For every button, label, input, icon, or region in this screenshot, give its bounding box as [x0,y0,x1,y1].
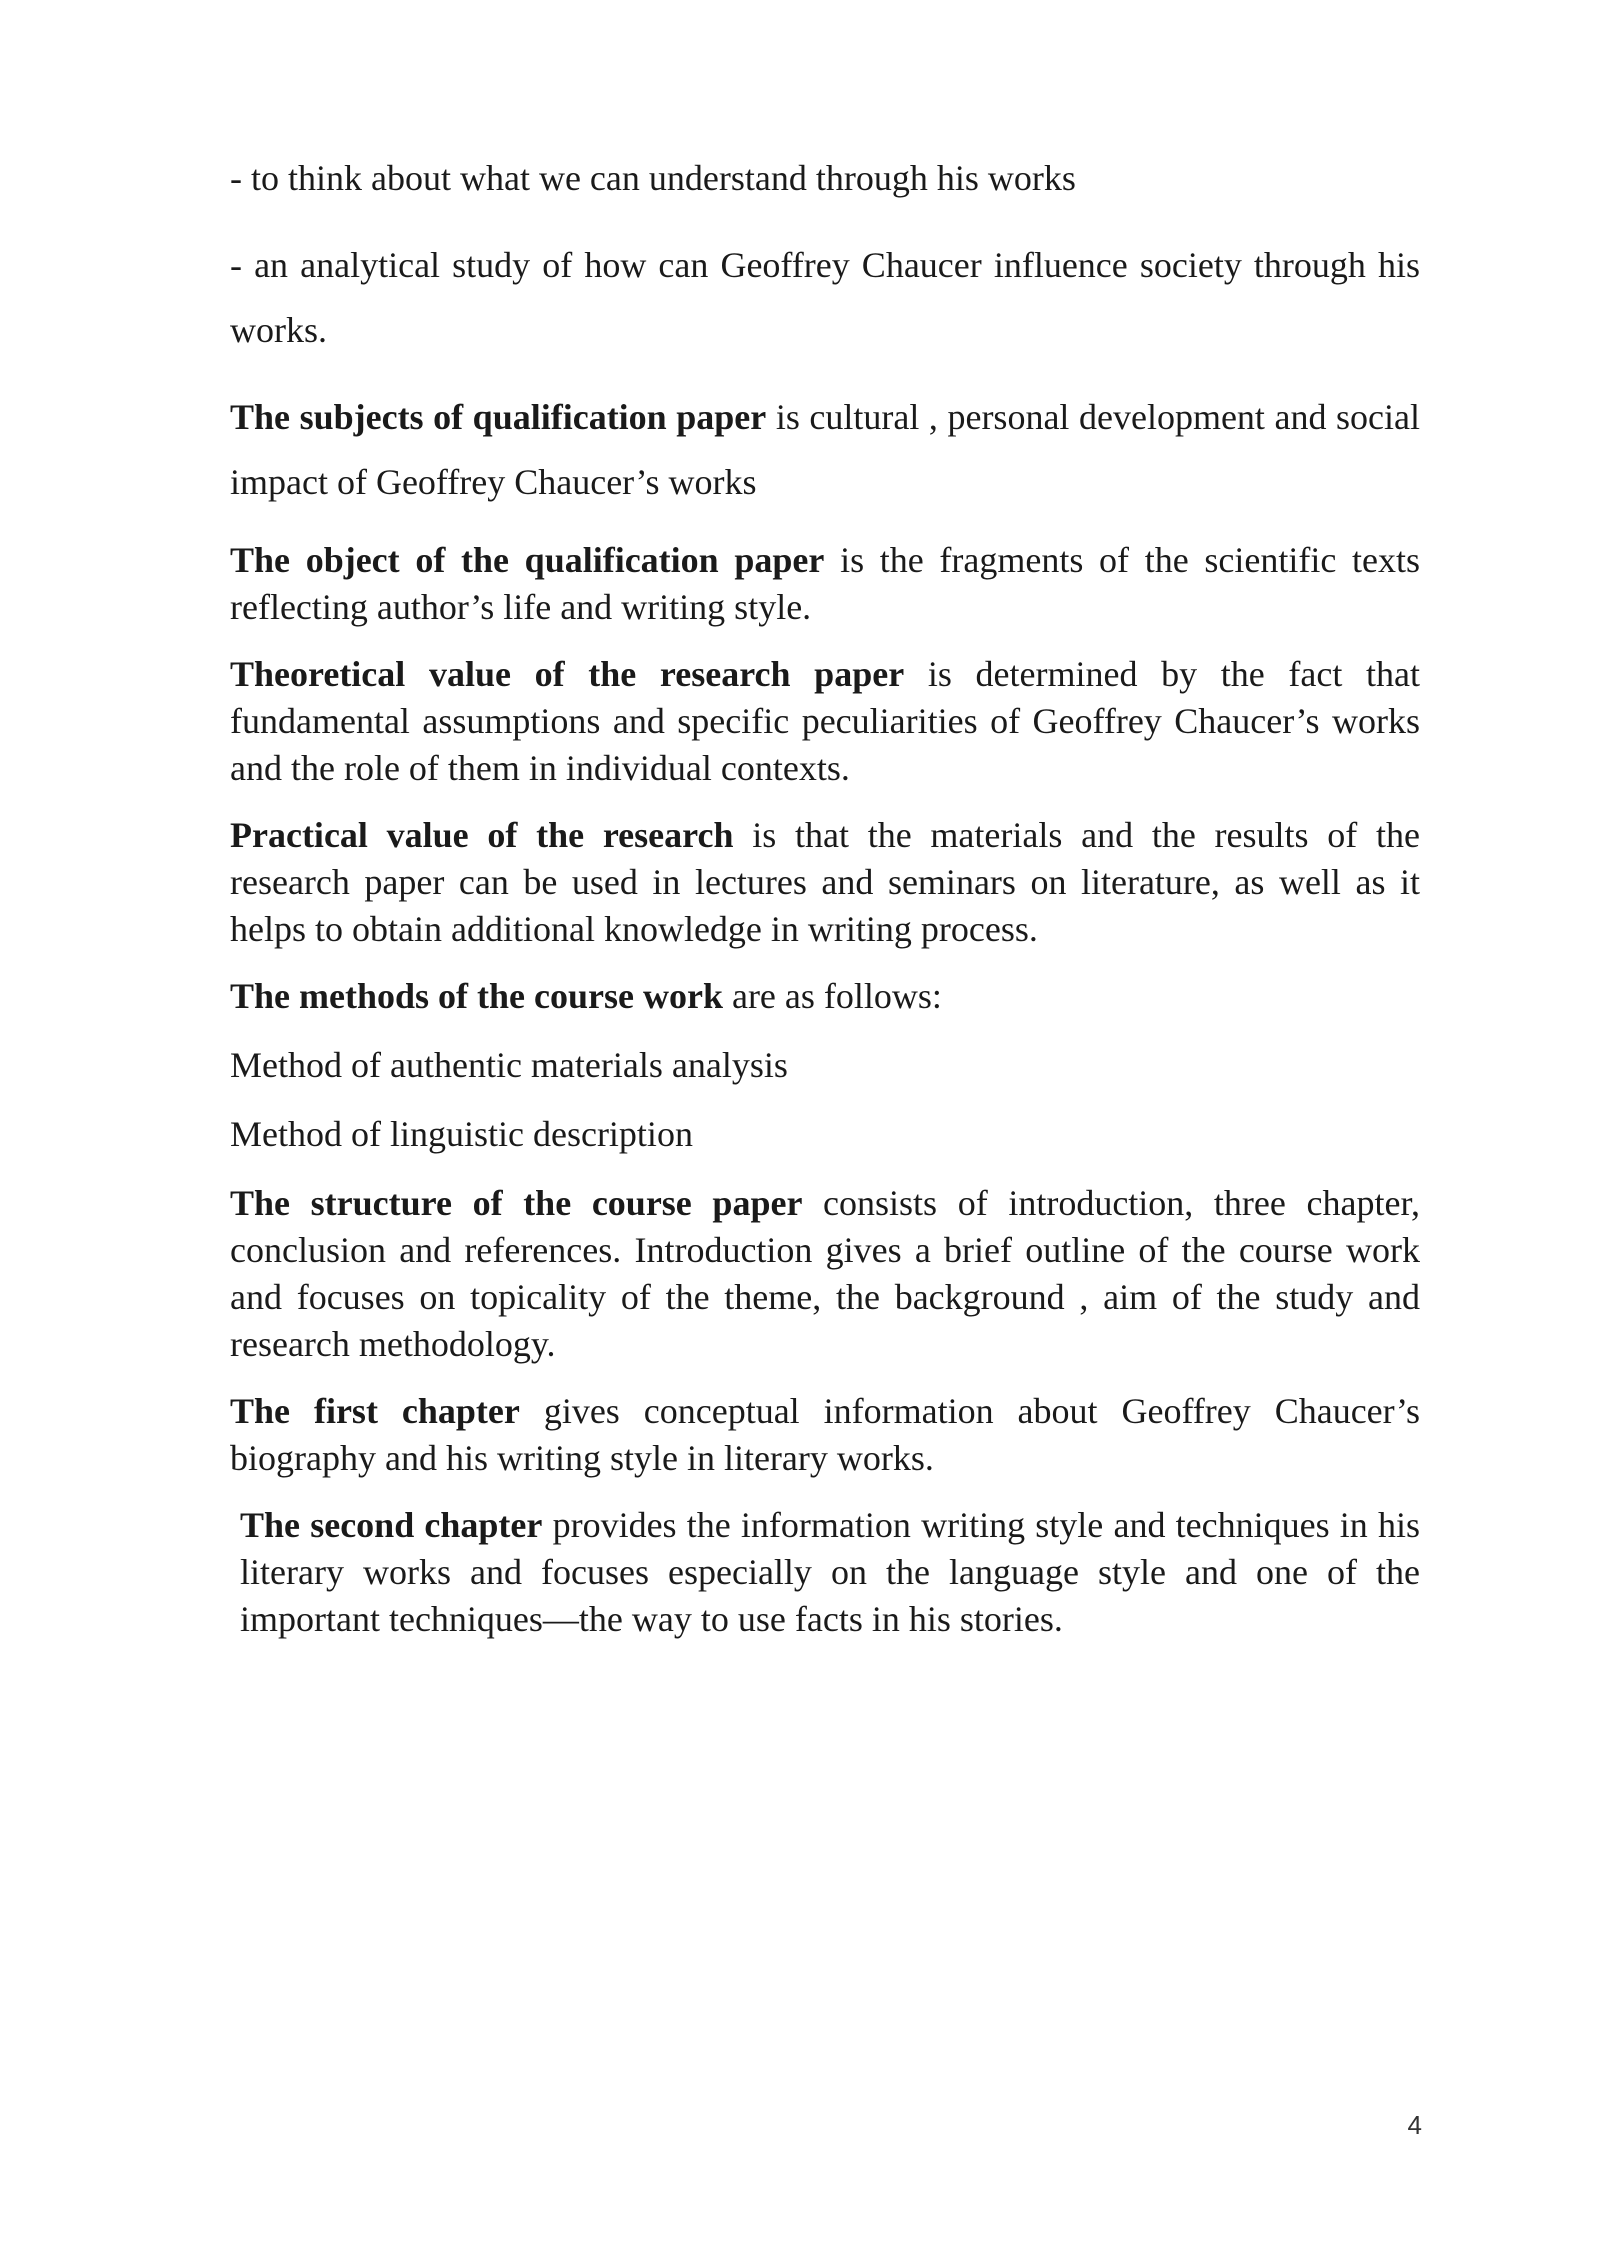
aim-bullet-2-text: - an analytical study of how can Geoffrey Chaucer influence society through his works. [230,245,1420,350]
structure-heading: The structure of the course paper [230,1183,803,1223]
first-chapter-text: gives conceptual information about Geoffrey Chaucer’s biography and his writing style in literary works. [230,1391,1420,1478]
page-content [230,146,1420,1643]
structure-paragraph [230,1180,1420,1368]
subjects-paragraph [230,385,1420,515]
theoretical-value-text: is determined by the fact that fundamental assumptions and specific peculiarities of Geoffrey Chaucer’s works and the role of them in individual contexts. [230,654,1420,788]
practical-value-paragraph [230,812,1420,953]
page-number: 4 [1407,2110,1422,2140]
method-item-2-text: Method of linguistic description [230,1114,693,1154]
methods-text: are as follows: [722,976,942,1016]
theoretical-value-paragraph [230,651,1420,792]
subjects-text: is cultural , personal development and social impact of Geoffrey Chaucer’s works [230,397,1420,502]
object-text: is the fragments of the scientific texts reflecting author’s life and writing style. [230,540,1420,627]
object-heading: The object of the qualification paper [230,540,825,580]
practical-value-text: is that the materials and the results of the research paper can be used in lectures and seminars on literature, as well as it helps to obtain additional knowledge in writing process. [230,815,1420,949]
second-chapter-text: provides the information writing style and techniques in his literary works and focuses especially on the language style and one of the important techniques—the way to use facts in his stories. [240,1505,1420,1639]
second-chapter-heading: The second chapter [240,1505,543,1545]
first-chapter-paragraph [230,1388,1420,1482]
aim-bullet-1-text: - to think about what we can understand through his works [230,158,1076,198]
methods-paragraph [230,973,1420,1020]
subjects-heading: The subjects of qualification paper [230,397,767,437]
method-item-2 [230,1111,1420,1158]
aim-bullet-1 [230,146,1420,211]
second-chapter-paragraph [230,1502,1420,1643]
structure-text: consists of introduction, three chapter, conclusion and references. Introduction gives a brief outline of the course work and focuses on topicality of the theme, the background , aim of the study and research methodology. [230,1183,1420,1364]
object-paragraph [230,537,1420,631]
first-chapter-heading: The first chapter [230,1391,520,1431]
method-item-1 [230,1042,1420,1089]
theoretical-value-heading: Theoretical value of the research paper [230,654,905,694]
practical-value-heading: Practical value of the research [230,815,734,855]
method-item-1-text: Method of authentic materials analysis [230,1045,788,1085]
aim-bullet-2 [230,233,1420,363]
methods-heading: The methods of the course work [230,976,723,1016]
